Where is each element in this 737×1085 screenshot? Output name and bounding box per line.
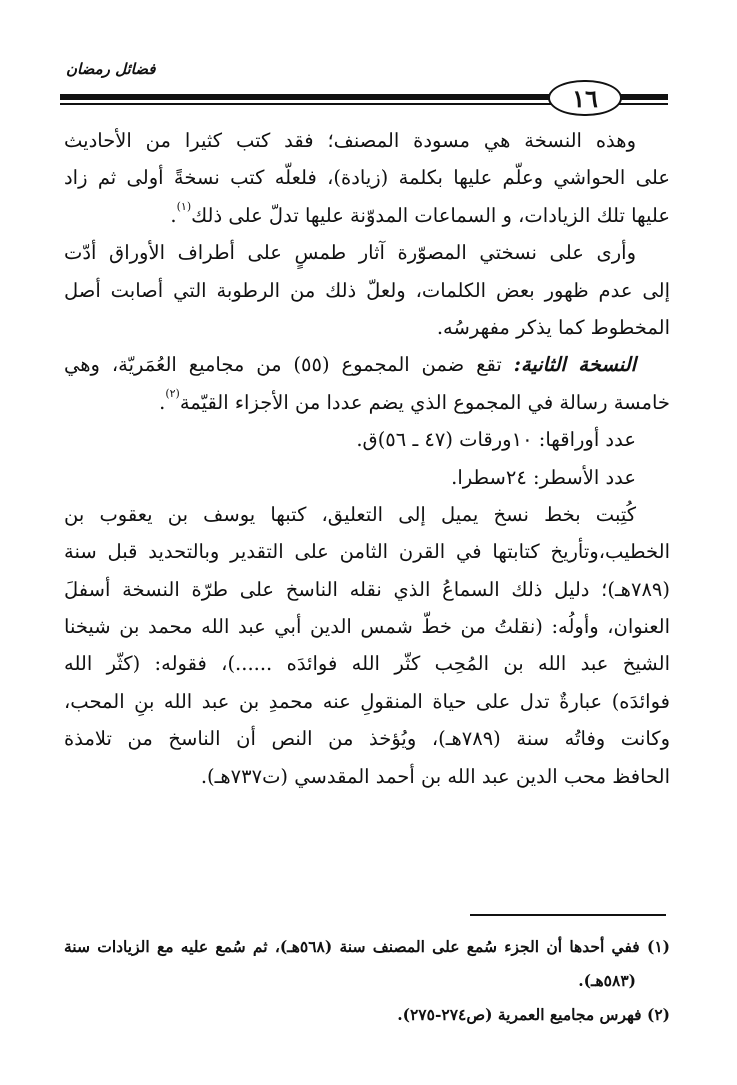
text-line: فوائدَه) عبارةٌ تدل على حياة المنقولِ عنه محمدِ بن عبد الله بنِ المحب، <box>64 689 670 713</box>
text-line-content: عليها تلك الزيادات، و السماعات المدوّنة عليها تدلّ على ذلك <box>191 203 670 227</box>
running-header-title: فضائل رمضان <box>66 60 156 78</box>
text-line-content: تقع ضمن المجموع (٥٥) من مجاميع العُمَريّة، وهي <box>64 353 502 377</box>
text-line: إلى عدم ظهور بعض الكلمات، ولعلّ ذلك من الرطوبة التي أصابت أصل <box>64 278 670 302</box>
header-rule-thin <box>60 103 555 105</box>
sentence-end: . <box>159 390 166 414</box>
text-line: وكانت وفاتُه سنة (٧٨٩هـ)، ويُؤخذ من النص أن الناسخ من تلامذة <box>64 727 670 751</box>
text-line-content: خامسة رسالة في المجموع الذي يضم عددا من الأجزاء القيّمة <box>179 390 670 414</box>
text-line: كُتِبت بخط نسخ يميل إلى التعليق، كتبها يوسف بن يعقوب بن <box>64 502 636 526</box>
footnote-ref: (١) <box>176 199 192 213</box>
text-line: وأرى على نسختي المصوّرة آثار طمسٍ على أطراف الأوراق أدّت <box>64 241 636 265</box>
text-line: وهذه النسخة هي مسودة المصنف؛ فقد كتب كثيرا من الأحاديث <box>64 129 636 152</box>
text-line <box>64 384 670 421</box>
footnote-2: (٢) فهرس مجاميع العمرية (ص٢٧٤-٢٧٥). <box>397 1005 670 1024</box>
text-line: العنوان، وأولُه: (نقلتُ من خطّ شمس الدين أبي عبد الله محمد بن شيخنا <box>64 615 670 639</box>
footnote-1-continued: (٥٨٣هـ). <box>578 971 636 990</box>
text-line <box>64 197 670 234</box>
section-label: النسخة الثانية: <box>513 353 636 377</box>
text-line: المخطوط كما يذكر مفهرسُه. <box>436 315 670 339</box>
sentence-end: . <box>170 203 177 227</box>
footnote-ref: (٢) <box>165 386 180 400</box>
text-line <box>64 346 670 383</box>
text-line: (٧٨٩هـ)؛ دليل ذلك السماعُ الذي نقله الناسخ على طرّة النسخة أسفلَ <box>64 577 670 601</box>
text-line: عدد الأسطر: ٢٤سطرا. <box>451 465 636 489</box>
page-number: ١٦ <box>548 80 622 116</box>
footnotes <box>64 930 670 1032</box>
main-text <box>64 122 670 795</box>
text-line: الشيخ عبد الله بن المُحِب كثّر الله فوائدَه ......)، فقوله: (كثّر الله <box>64 652 670 676</box>
text-line: على الحواشي وعلّم عليها بكلمة (زيادة)، فلعلّه كتب نسخةً أولى ثم زاد <box>64 166 670 190</box>
text-line: الحافظ محب الدين عبد الله بن أحمد المقدسي (ت٧٣٧هـ). <box>200 764 670 788</box>
footnote-separator <box>470 914 666 916</box>
text-line: عدد أوراقها: ١٠ورقات (٤٧ ـ ٥٦)ق. <box>356 428 636 452</box>
text-line: الخطيب،وتأريخ كتابتها في القرن الثامن على التقدير وبالتحديد قبل سنة <box>64 540 670 564</box>
footnote-1: (١) ففي أحدها أن الجزء سُمع على المصنف سنة (٥٦٨هـ)، ثم سُمع عليه مع الزيادات سنة <box>64 937 670 956</box>
header-rule-thick <box>60 94 555 100</box>
header-rule-right-thick <box>618 94 668 100</box>
header-rule-right-thin <box>618 103 668 105</box>
